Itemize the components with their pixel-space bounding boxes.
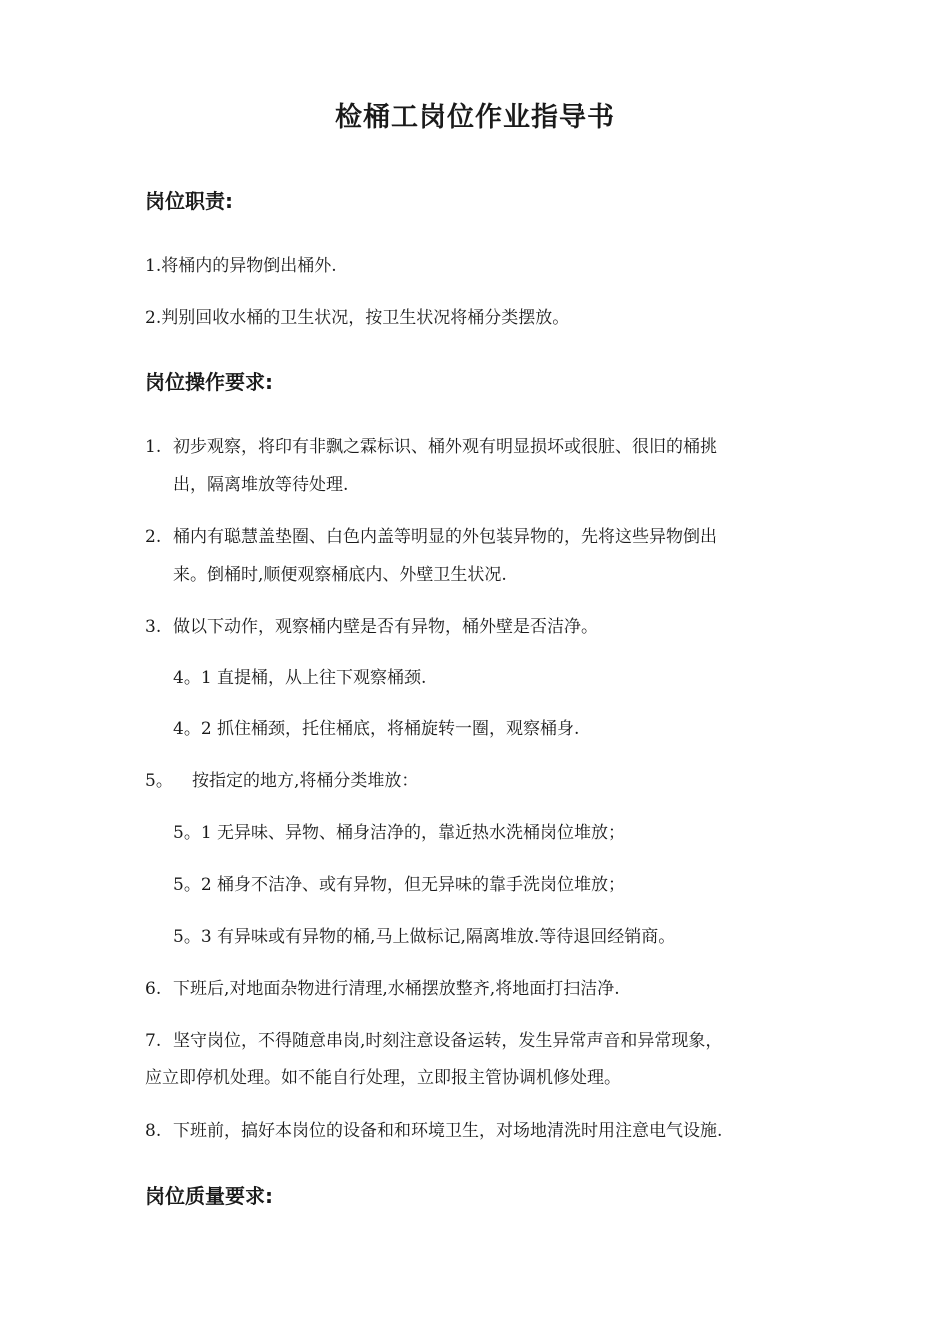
operation-item-5-number: 5。 [145, 771, 173, 791]
operation-item-1-text-cont: 出，隔离堆放等待处理. [173, 475, 349, 495]
operation-item-2-text: 桶内有聪慧盖垫圈、白色内盖等明显的外包装异物的，先将这些异物倒出 [173, 527, 717, 547]
operation-item-8-text: 下班前，搞好本岗位的设备和和环境卫生，对场地清洗时用注意电气设施. [173, 1121, 723, 1141]
duty-item-1: 1.将桶内的异物倒出桶外. [145, 256, 337, 276]
operation-item-1-number: 1. [145, 437, 162, 457]
document-title: 检桶工岗位作业指导书 [335, 102, 615, 133]
operation-item-7-text-cont: 应立即停机处理。如不能自行处理，立即报主管协调机修处理。 [145, 1068, 621, 1088]
operation-item-3-text: 做以下动作，观察桶内壁是否有异物，桶外壁是否洁净。 [173, 617, 598, 637]
operation-item-2-text-cont: 来。倒桶时,顺便观察桶底内、外壁卫生状况. [173, 565, 507, 585]
operation-subitem-5-3: 5。3 有异味或有异物的桶,马上做标记,隔离堆放.等待退回经销商。 [173, 927, 676, 947]
section-heading-duties: 岗位职责: [145, 189, 233, 213]
operation-item-6-text: 下班后,对地面杂物进行清理,水桶摆放整齐,将地面打扫洁净. [173, 979, 620, 999]
operation-item-6-number: 6. [145, 979, 162, 999]
operation-item-7-text: 坚守岗位，不得随意串岗,时刻注意设备运转，发生异常声音和异常现象， [173, 1031, 723, 1051]
operation-item-2-number: 2. [145, 527, 162, 547]
operation-subitem-5-1: 5。1 无异味、异物、桶身洁净的，靠近热水洗桶岗位堆放； [173, 823, 626, 843]
operation-item-8-number: 8. [145, 1121, 162, 1141]
operation-subitem-4-2: 4。2 抓住桶颈，托住桶底，将桶旋转一圈，观察桶身. [173, 719, 580, 739]
operation-item-1-text: 初步观察，将印有非飘之霖标识、桶外观有明显损坏或很脏、很旧的桶挑 [173, 437, 717, 457]
operation-item-7-number: 7. [145, 1031, 162, 1051]
operation-item-3-number: 3. [145, 617, 162, 637]
operation-subitem-5-2: 5。2 桶身不洁净、或有异物，但无异味的靠手洗岗位堆放； [173, 875, 626, 895]
section-heading-quality: 岗位质量要求: [145, 1184, 273, 1208]
duty-item-2: 2.判别回收水桶的卫生状况，按卫生状况将桶分类摆放。 [145, 308, 570, 328]
operation-subitem-4-1: 4。1 直提桶，从上往下观察桶颈. [173, 668, 427, 688]
operation-item-5-text: 按指定的地方,将桶分类堆放： [192, 771, 419, 791]
section-heading-operation: 岗位操作要求: [145, 370, 273, 394]
